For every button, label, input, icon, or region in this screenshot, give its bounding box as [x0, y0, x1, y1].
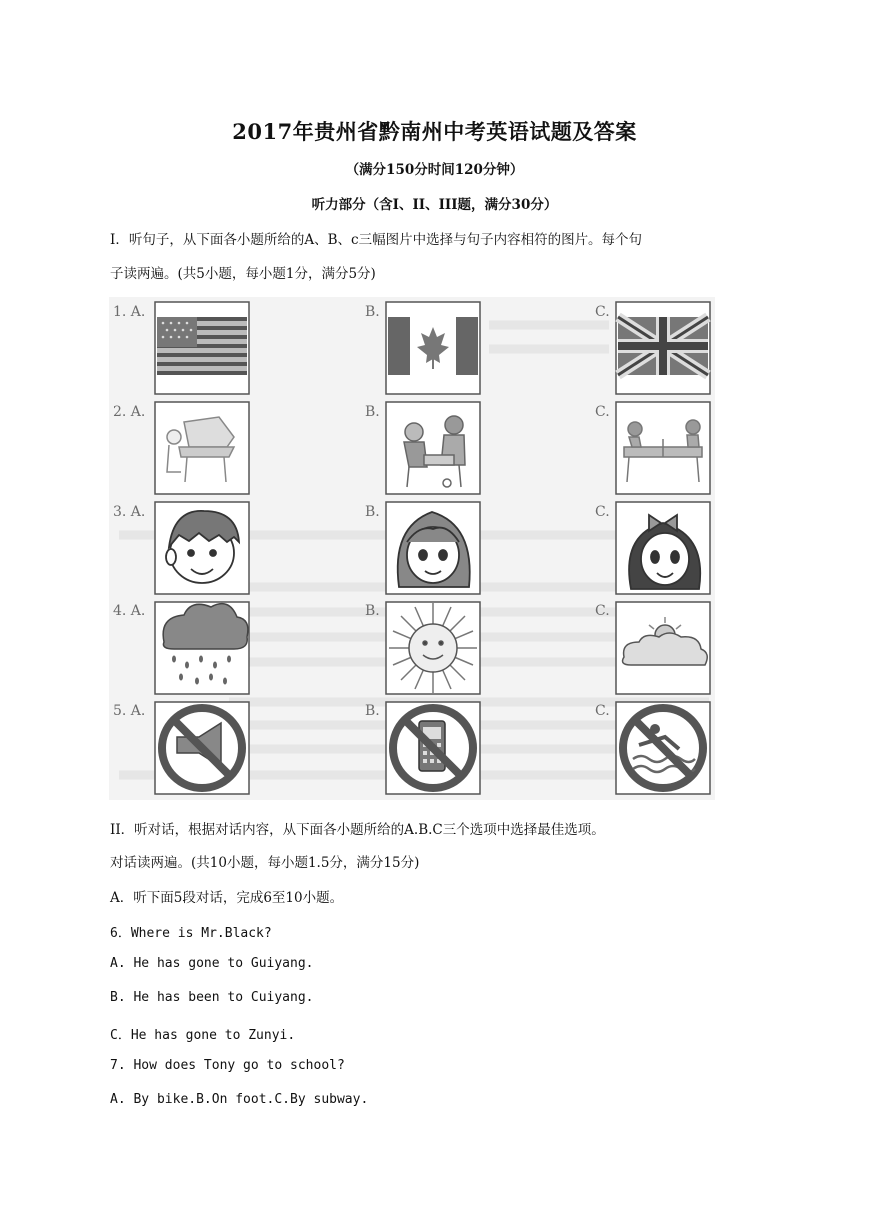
section2-instruction-line1: II．听对话，根据对话内容，从下面各小题所给的A.B.C三个选项中选择最佳选项。 — [110, 822, 605, 838]
section1-instruction-line1: I．听句子，从下面各小题所给的A、B、c三幅图片中选择与句子内容相符的图片。每个句 — [110, 232, 643, 248]
row-label-4: 4. A. — [113, 603, 146, 619]
option-b-label-4: B. — [365, 603, 380, 619]
picture-choices-figure — [109, 297, 715, 800]
uk-flag-icon — [618, 317, 708, 375]
section1-instruction-line2: 子读两遍。(共5小题，每小题1分，满分5分) — [110, 266, 376, 282]
option-c-label-5: C. — [595, 703, 610, 719]
section2-instruction-line2: 对话读两遍。(共10小题，每小题1.5分，满分15分) — [110, 855, 420, 871]
score-time-subtitle: （满分150分时间120分钟） — [345, 162, 524, 178]
no-horn-icon — [162, 708, 242, 788]
option-b-label-1: B. — [365, 304, 380, 320]
question-6-option-b: B. He has been to Cuiyang. — [110, 990, 314, 1005]
option-c-label-2: C. — [595, 404, 610, 420]
question-7-options: A. By bike.B.On foot.C.By subway. — [110, 1092, 369, 1107]
us-flag-icon — [157, 317, 247, 375]
no-phone-icon — [393, 708, 473, 788]
question-6-option-a: A. He has gone to Guiyang. — [110, 956, 314, 971]
option-b-label-5: B. — [365, 703, 380, 719]
row-label-2: 2. A. — [113, 404, 146, 420]
page-title: 2017年贵州省黔南州中考英语试题及答案 — [232, 119, 637, 144]
option-c-label-3: C. — [595, 504, 610, 520]
section2-part-a: A．听下面5段对话，完成6至10小题。 — [110, 890, 344, 906]
option-b-label-3: B. — [365, 504, 380, 520]
question-6-option-c: C．He has gone to Zunyi. — [110, 1028, 296, 1043]
option-c-label-4: C. — [595, 603, 610, 619]
no-swimming-icon — [623, 708, 703, 788]
sun-icon — [389, 603, 477, 693]
canada-flag-icon — [388, 317, 478, 375]
question-6-stem: 6．Where is Mr.Black? — [110, 926, 272, 941]
row-label-5: 5. A. — [113, 703, 146, 719]
row-label-1: 1. A. — [113, 304, 146, 320]
row-label-3: 3. A. — [113, 504, 146, 520]
option-c-label-1: C. — [595, 304, 610, 320]
listening-section-header: 听力部分（含I、II、III题，满分30分） — [311, 197, 558, 213]
option-b-label-2: B. — [365, 404, 380, 420]
question-7-stem: 7. How does Tony go to school? — [110, 1058, 345, 1073]
